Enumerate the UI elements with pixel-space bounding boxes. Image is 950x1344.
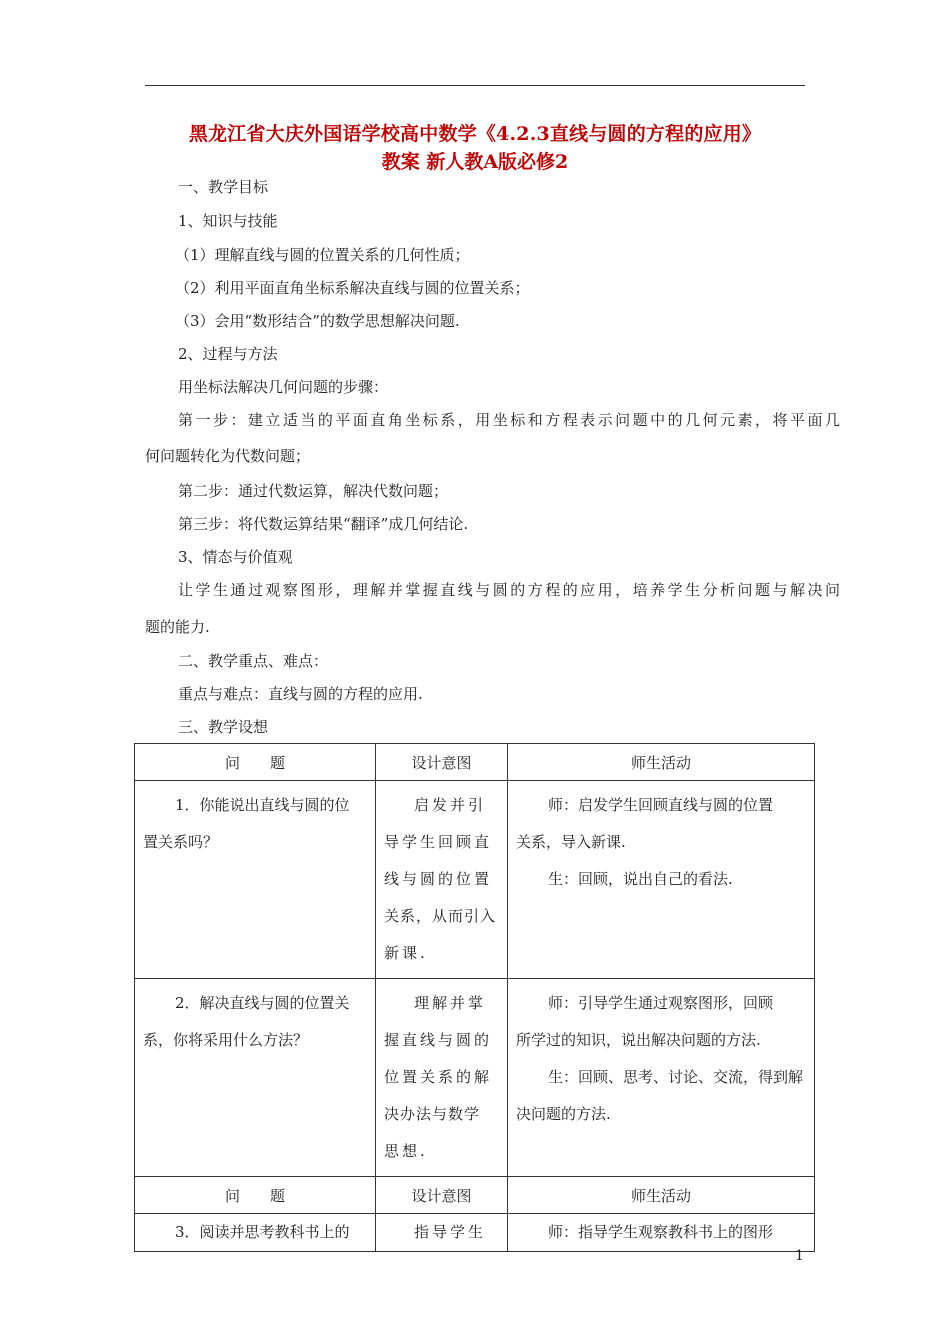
row1-activity-line: 生：回顾，说出自己的看法. bbox=[548, 870, 733, 888]
row2-intent-line: 思想. bbox=[384, 1142, 428, 1160]
row2-activity-line: 生：回顾、思考、讨论、交流，得到解 bbox=[548, 1068, 804, 1086]
row2-intent-line: 理解并掌 bbox=[414, 994, 487, 1012]
subheading-process: 2、过程与方法 bbox=[178, 345, 278, 363]
header-activity: 师生活动 bbox=[508, 1177, 815, 1214]
row3-activity bbox=[508, 1214, 815, 1252]
row1-intent-line: 关系，从而引入 bbox=[384, 907, 497, 925]
subheading-values: 3、情态与价值观 bbox=[178, 548, 293, 566]
table-header-row bbox=[135, 744, 815, 781]
step-1-line-1: 第一步：建立适当的平面直角坐标系，用坐标和方程表示问题中的几何元素，将平面几 bbox=[178, 411, 840, 429]
header-question: 问 题 bbox=[135, 744, 376, 781]
row1-activity-line: 关系，导入新课. bbox=[516, 833, 626, 851]
row2-intent-line: 位置关系的解 bbox=[384, 1068, 493, 1086]
row3-activity-line: 师：指导学生观察教科书上的图形 bbox=[548, 1223, 774, 1241]
row1-question bbox=[135, 781, 376, 979]
section-heading-design: 三、教学设想 bbox=[178, 718, 269, 736]
row1-intent bbox=[376, 781, 508, 979]
row2-question bbox=[135, 979, 376, 1177]
row1-question-line: 1．你能说出直线与圆的位 bbox=[175, 796, 350, 814]
page-number: 1 bbox=[795, 1248, 804, 1264]
table-row bbox=[135, 781, 815, 979]
steps-intro: 用坐标法解决几何问题的步骤： bbox=[178, 378, 389, 396]
step-3: 第三步：将代数运算结果“翻译”成几何结论. bbox=[178, 515, 469, 533]
row1-intent-line: 新课. bbox=[384, 944, 428, 962]
section-heading-objectives: 一、教学目标 bbox=[178, 178, 269, 196]
step-2: 第二步：通过代数运算，解决代数问题； bbox=[178, 482, 449, 500]
row1-activity-line: 师：启发学生回顾直线与圆的位置 bbox=[548, 796, 774, 814]
values-line-1: 让学生通过观察图形，理解并掌握直线与圆的方程的应用，培养学生分析问题与解决问 bbox=[178, 581, 840, 599]
row3-intent bbox=[376, 1214, 508, 1252]
subheading-knowledge: 1、知识与技能 bbox=[178, 212, 278, 230]
row2-activity-line: 所学过的知识，说出解决问题的方法. bbox=[516, 1031, 761, 1049]
row1-activity bbox=[508, 781, 815, 979]
objective-item-2: （2）利用平面直角坐标系解决直线与圆的位置关系； bbox=[175, 279, 530, 297]
row2-activity bbox=[508, 979, 815, 1177]
header-intent: 设计意图 bbox=[376, 1177, 508, 1214]
row3-intent-line: 指导学生 bbox=[414, 1223, 487, 1241]
header-activity: 师生活动 bbox=[508, 744, 815, 781]
row3-question bbox=[135, 1214, 376, 1252]
step-1-line-2: 何问题转化为代数问题； bbox=[145, 447, 311, 465]
section-heading-key-points: 二、教学重点、难点： bbox=[178, 652, 329, 670]
values-line-2: 题的能力. bbox=[145, 618, 210, 636]
table-row bbox=[135, 1214, 815, 1252]
key-points-text: 重点与难点：直线与圆的方程的应用. bbox=[178, 685, 423, 703]
row2-question-line: 2．解决直线与圆的位置关 bbox=[175, 994, 350, 1012]
document-title-line-1: 黑龙江省大庆外国语学校高中数学《4.2.3直线与圆的方程的应用》 bbox=[188, 123, 762, 145]
row1-intent-line: 启发并引 bbox=[414, 796, 487, 814]
header-intent: 设计意图 bbox=[376, 744, 508, 781]
row1-question-line: 置关系吗？ bbox=[143, 833, 219, 851]
row1-intent-line: 线与圆的位置 bbox=[384, 870, 493, 888]
row2-intent-line: 决办法与数学 bbox=[384, 1105, 481, 1123]
document-title-line-2: 教案 新人教A版必修2 bbox=[381, 151, 569, 173]
objective-item-1: （1）理解直线与圆的位置关系的几何性质； bbox=[175, 246, 470, 264]
row2-question-line: 系，你将采用什么方法？ bbox=[143, 1031, 309, 1049]
table-row bbox=[135, 979, 815, 1177]
row2-intent-line: 握直线与圆的 bbox=[384, 1031, 493, 1049]
header-question: 问 题 bbox=[135, 1177, 376, 1214]
row1-intent-line: 导学生回顾直 bbox=[384, 833, 493, 851]
header-rule bbox=[145, 85, 805, 86]
table-header-row-repeat bbox=[135, 1177, 815, 1214]
objective-item-3: （3）会用“数形结合”的数学思想解决问题. bbox=[175, 312, 460, 330]
row2-activity-line: 师：引导学生通过观察图形，回顾 bbox=[548, 994, 774, 1012]
row3-question-line: 3．阅读并思考教科书上的 bbox=[175, 1223, 350, 1241]
lesson-plan-table bbox=[134, 743, 815, 1252]
row2-intent bbox=[376, 979, 508, 1177]
row2-activity-line: 决问题的方法. bbox=[516, 1105, 611, 1123]
